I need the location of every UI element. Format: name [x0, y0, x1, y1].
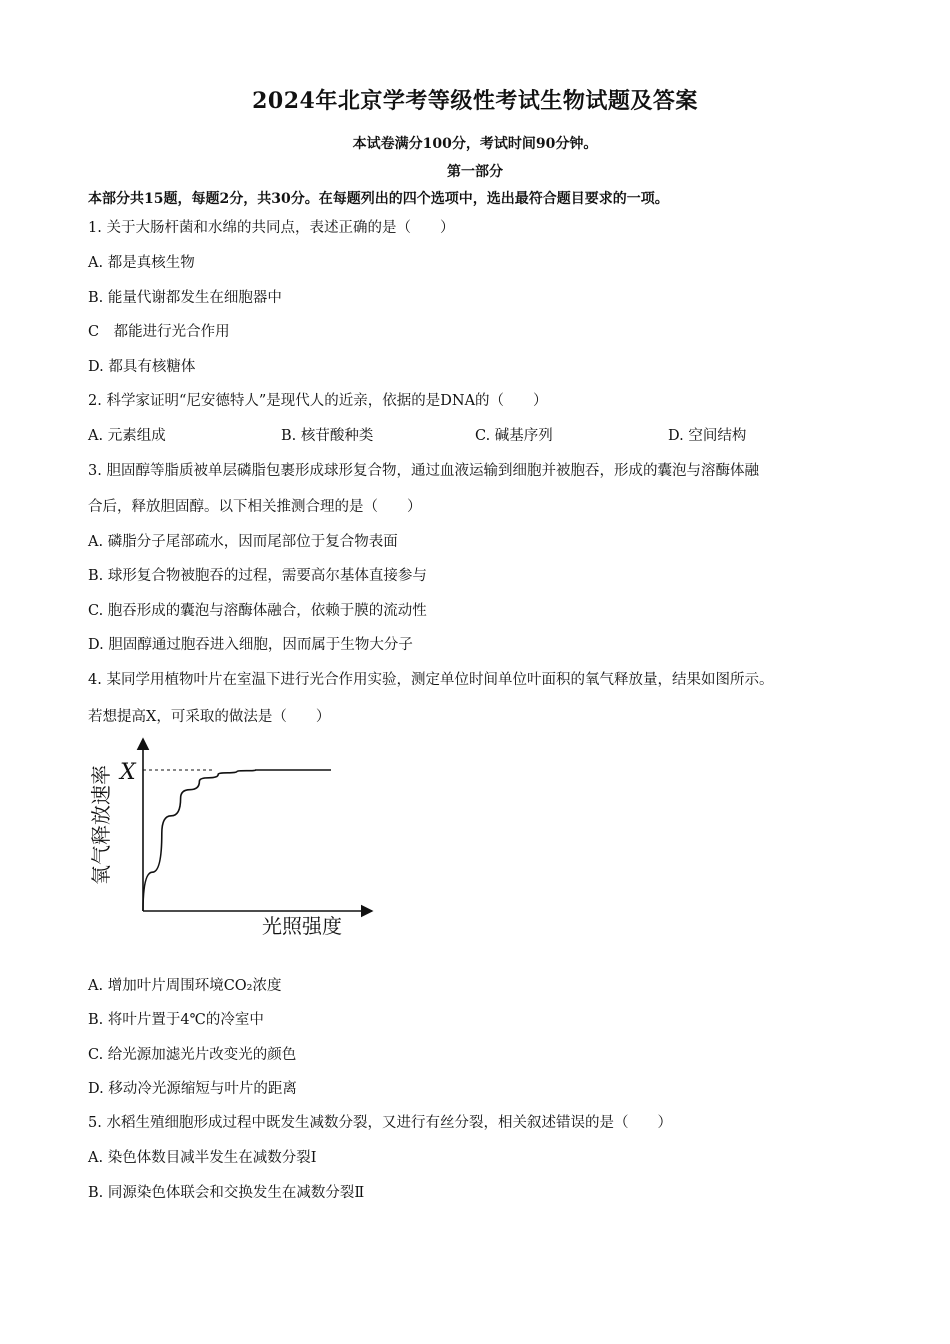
question-5-option-b: B. 同源染色体联会和交换发生在减数分裂Ⅱ: [88, 1185, 365, 1201]
question-2-option-c: C. 碱基序列: [475, 428, 553, 444]
question-2-stem: 2. 科学家证明“尼安德特人”是现代人的近亲，依据的是DNA的（ ）: [88, 393, 548, 409]
question-3-stem-line-1: 3. 胆固醇等脂质被单层磷脂包裹形成球形复合物，通过血液运输到细胞并被胞吞，形成的囊泡与溶酶体融: [88, 463, 759, 479]
saturation-curve: [143, 770, 331, 911]
question-4-stem-line-1: 4. 某同学用植物叶片在室温下进行光合作用实验，测定单位时间单位叶面积的氧气释放量，结果如图所示。: [88, 672, 774, 688]
question-2-option-b: B. 核苷酸种类: [281, 428, 374, 444]
plateau-label: X: [120, 760, 136, 785]
part-instructions: 本部分共15题，每题2分，共30分。在每题列出的四个选项中，选出最符合题目要求的一项。: [88, 191, 669, 207]
question-4-option-c: C. 给光源加滤光片改变光的颜色: [88, 1047, 297, 1063]
question-3-option-a: A. 磷脂分子尾部疏水，因而尾部位于复合物表面: [88, 534, 398, 550]
exam-subtitle: 本试卷满分100分，考试时间90分钟。: [352, 136, 598, 152]
question-4-option-b: B. 将叶片置于4℃的冷室中: [88, 1012, 264, 1028]
question-2-option-a: A. 元素组成: [88, 428, 166, 444]
question-1-option-b: B. 能量代谢都发生在细胞器中: [88, 290, 282, 306]
x-axis-label: 光照强度: [262, 914, 342, 938]
question-1-option-a: A. 都是真核生物: [88, 255, 195, 271]
y-axis-label: 氧气释放速率: [89, 765, 113, 885]
question-4-option-a: A. 增加叶片周围环境CO₂浓度: [88, 978, 282, 994]
question-5-option-a: A. 染色体数目减半发生在减数分裂Ⅰ: [88, 1150, 317, 1166]
question-3-stem-line-2: 合后，释放胆固醇。以下相关推测合理的是（ ）: [88, 499, 422, 515]
question-4-stem-line-2: 若想提高X，可采取的做法是（ ）: [88, 709, 331, 725]
question-1-option-c: C 都能进行光合作用: [88, 324, 230, 340]
question-1-stem: 1. 关于大肠杆菌和水绵的共同点，表述正确的是（ ）: [88, 220, 455, 236]
part-heading: 第一部分: [447, 164, 503, 180]
question-4-option-d: D. 移动冷光源缩短与叶片的距离: [88, 1081, 297, 1097]
question-1-option-d: D. 都具有核糖体: [88, 359, 196, 375]
question-3-option-c: C. 胞吞形成的囊泡与溶酶体融合，依赖于膜的流动性: [88, 603, 427, 619]
question-3-option-b: B. 球形复合物被胞吞的过程，需要高尔基体直接参与: [88, 568, 427, 584]
question-2-option-d: D. 空间结构: [668, 428, 747, 444]
exam-title: 2024年北京学考等级性考试生物试题及答案: [252, 88, 698, 114]
question-5-stem: 5. 水稻生殖细胞形成过程中既发生减数分裂，又进行有丝分裂，相关叙述错误的是（ ）: [88, 1115, 672, 1131]
question-3-option-d: D. 胆固醇通过胞吞进入细胞，因而属于生物大分子: [88, 637, 413, 653]
oxygen-release-chart: [82, 733, 382, 943]
